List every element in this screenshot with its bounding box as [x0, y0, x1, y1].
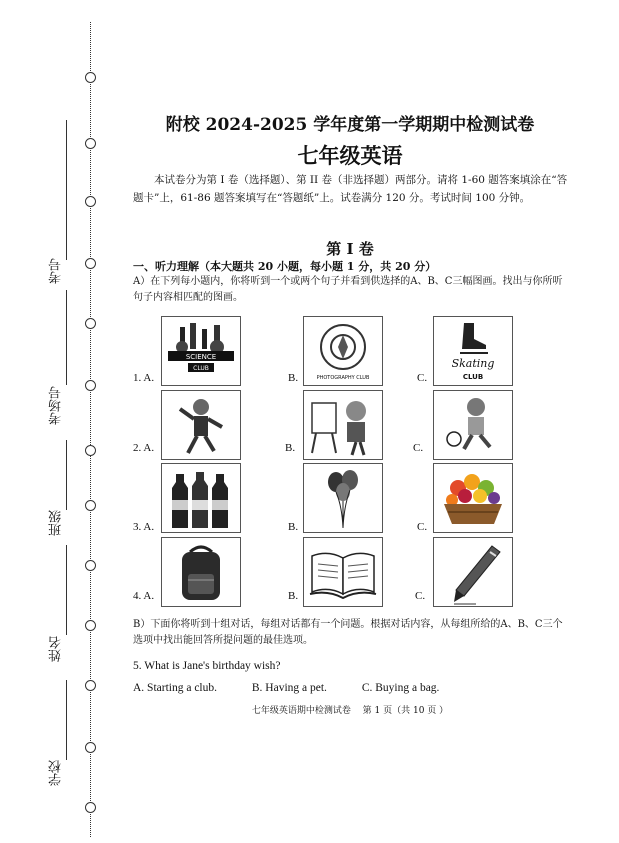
binding-hole: [85, 196, 96, 207]
binding-hole: [85, 680, 96, 691]
binding-hole: [85, 620, 96, 631]
q1-c-label: C.: [417, 372, 428, 384]
soccer-boy-image: [433, 390, 513, 460]
binding-hole: [85, 258, 96, 269]
skating-club-text: CLUB: [462, 373, 484, 381]
fruit-basket-image: [433, 463, 513, 533]
part-b-instructions: B）下面你将听到十组对话，每组对话都有一个问题。根据对话内容，从每组所给的A、B、C三个选项中找出能回答所提问题的最佳选项。: [133, 619, 563, 646]
binding-hole: [85, 560, 96, 571]
photography-text: PHOTOGRAPHY CLUB: [316, 375, 370, 381]
kaochanghao-label: 考场号: [49, 386, 64, 425]
question-5: 5. What is Jane's birthday wish?: [133, 660, 281, 672]
club-text: CLUB: [193, 365, 209, 372]
part-title: 一、听力理解（本大题共 20 小题，每小题 1 分，共 20 分）: [133, 260, 437, 273]
skating-club-image: [433, 316, 513, 386]
photography-club-image: [303, 316, 383, 386]
binding-hole: [85, 445, 96, 456]
q5-option-b[interactable]: B. Having a pet.: [251, 682, 327, 694]
kaohao-label: 考号: [49, 258, 64, 284]
question-row-1: [133, 316, 563, 390]
q4-b-label: B.: [288, 590, 299, 602]
exam-subtitle: 七年级英语: [297, 143, 403, 168]
q3-a-label: 3. A.: [133, 521, 155, 533]
balloons-image: [303, 463, 383, 533]
banji-field[interactable]: [66, 440, 67, 510]
binding-hole: [85, 802, 96, 813]
binding-hole: [85, 72, 96, 83]
section-title: 第 I 卷: [326, 240, 374, 258]
q2-c-label: C.: [413, 442, 424, 454]
xuexiao-label: 学校: [49, 760, 64, 786]
question-row-2: [133, 390, 563, 464]
question-5-options: [133, 682, 471, 694]
kaochanghao-field[interactable]: [66, 290, 67, 385]
q2-b-label: B.: [285, 442, 296, 454]
binding-hole: [85, 500, 96, 511]
q3-c-label: C.: [417, 521, 428, 533]
question-row-3: [133, 463, 563, 537]
page-footer: 七年级英语期中检测试卷 第 1 页（共 10 页 ）: [251, 706, 449, 716]
q1-a-label: 1. A.: [133, 372, 155, 384]
xingming-label: 姓名: [49, 636, 64, 662]
dancing-boy-image: [161, 390, 241, 460]
exam-intro: 本试卷分为第 I 卷（选择题）、第 II 卷（非选择题）两部分。请将 1-60 题答案填涂在“答题卡”上，61-86 题答案填写在“答题纸”上。试卷满分 120 分。考试时间 100 分钟。: [133, 174, 568, 204]
kaohao-field[interactable]: [66, 120, 67, 260]
skating-text: Skating: [451, 357, 495, 370]
q4-c-label: C.: [415, 590, 426, 602]
science-text: SCIENCE: [185, 353, 217, 361]
banji-label: 班级: [49, 510, 64, 536]
binding-hole: [85, 380, 96, 391]
open-book-image: [303, 537, 383, 607]
xingming-field[interactable]: [66, 545, 67, 635]
pen-image: [433, 537, 513, 607]
part-a-instructions: A）在下列每小题内，你将听到一个或两个句子并看到供选择的A、B、C三幅图画。找出与你所听句子内容相匹配的图画。: [133, 276, 563, 303]
painting-boy-image: [303, 390, 383, 460]
exam-title: 附校 2024-2025 学年度第一学期期中检测试卷: [165, 115, 535, 135]
xuexiao-field[interactable]: [66, 680, 67, 760]
question-row-4: [133, 537, 563, 611]
q4-a-label: 4. A.: [133, 590, 155, 602]
soda-bottles-image: [161, 463, 241, 533]
q1-b-label: B.: [288, 372, 299, 384]
binding-hole: [85, 742, 96, 753]
q5-option-c[interactable]: C. Buying a bag.: [361, 682, 440, 694]
q3-b-label: B.: [288, 521, 299, 533]
q2-a-label: 2. A.: [133, 442, 155, 454]
backpack-image: [161, 537, 241, 607]
binding-hole: [85, 318, 96, 329]
q5-option-a[interactable]: A. Starting a club.: [133, 682, 217, 694]
binding-hole: [85, 138, 96, 149]
science-club-image: [161, 316, 241, 386]
